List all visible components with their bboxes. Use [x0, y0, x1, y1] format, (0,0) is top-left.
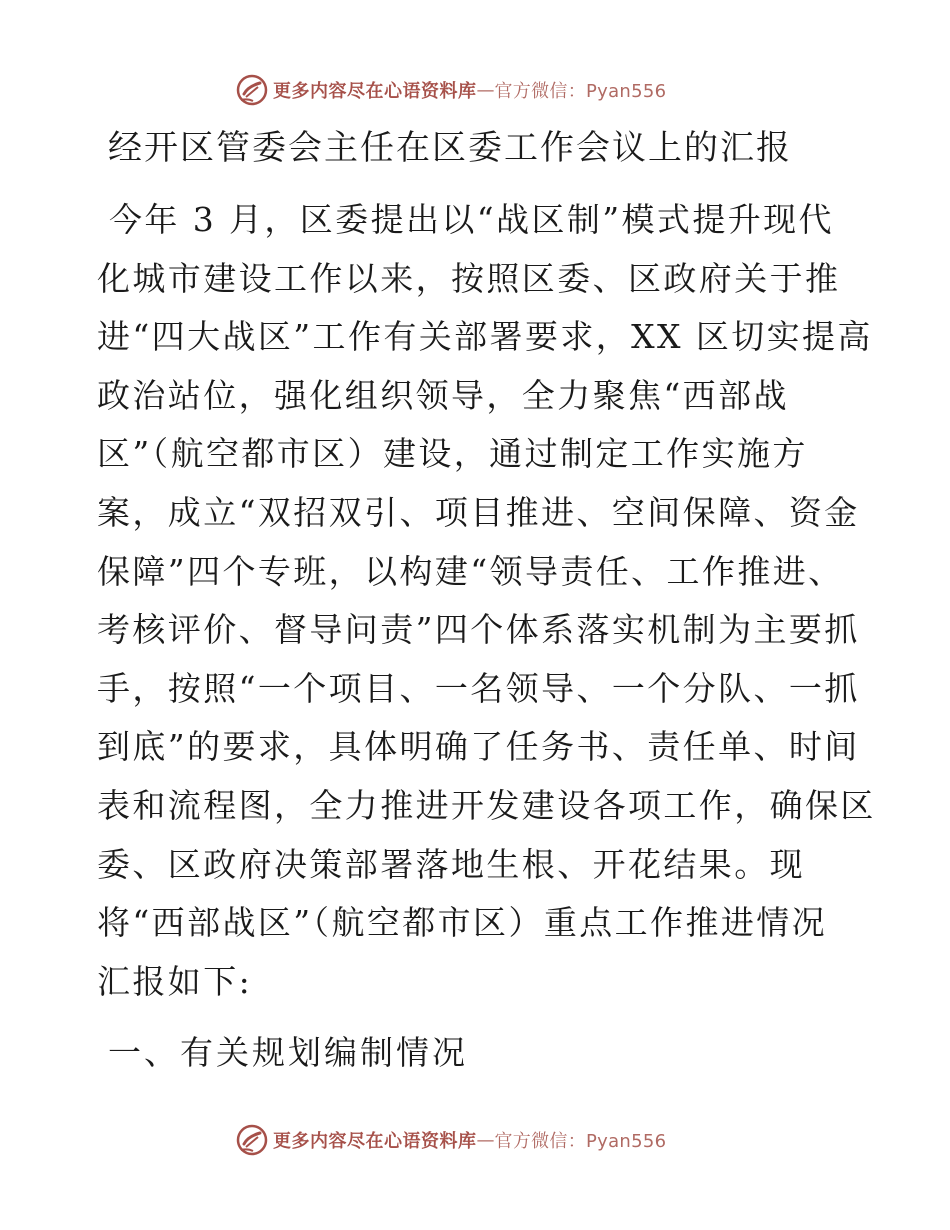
body-line: 到底”的要求，具体明确了任务书、责任单、时间 — [97, 727, 860, 767]
body-line: 今年 3 月，区委提出以“战区制”模式提升现代 — [109, 200, 834, 239]
book-pen-logo-icon — [235, 73, 269, 107]
body-line: 将“西部战区”（航空都市区）重点工作推进情况 — [97, 903, 828, 943]
body-line: 政治站位，强化组织领导，全力聚焦“西部战 — [97, 375, 789, 415]
body-line: 进“四大战区”工作有关部署要求，XX 区切实提高 — [97, 317, 873, 357]
body-line: 考核评价、督导问责”四个体系落实机制为主要抓 — [97, 610, 860, 650]
section-heading: 一、有关规划编制情况 — [108, 1033, 468, 1072]
body-line: 区”（航空都市区）建设，通过制定工作实施方 — [97, 434, 808, 474]
banner-separator: — — [476, 79, 495, 101]
body-line: 汇报如下: — [97, 961, 253, 1001]
body-line: 委、区政府决策部署落地生根、开花结果。现 — [97, 844, 805, 884]
body-line: 保障”四个专班，以构建“领导责任、工作推进、 — [97, 551, 844, 591]
body-line: 手，按照“一个项目、一名领导、一个分队、一抓 — [97, 668, 860, 708]
banner-contact: 官方微信：Pyan556 — [494, 81, 667, 102]
header-banner — [235, 70, 755, 110]
body-paragraph — [97, 191, 876, 1011]
body-line: 表和流程图，全力推进开发建设各项工作，确保区 — [97, 785, 876, 825]
book-pen-logo-icon — [235, 1123, 269, 1157]
banner-contact: 官方微信：Pyan556 — [494, 1131, 667, 1152]
banner-text: 更多内容尽在心语资料库 — [273, 1131, 477, 1152]
banner-text: 更多内容尽在心语资料库 — [273, 81, 477, 102]
banner-separator: — — [476, 1129, 495, 1151]
body-line: 案，成立“双招双引、项目推进、空间保障、资金 — [97, 492, 860, 532]
document-title: 经开区管委会主任在区委工作会议上的汇报 — [108, 128, 792, 168]
body-line: 化城市建设工作以来，按照区委、区政府关于推 — [97, 258, 841, 298]
footer-banner — [235, 1120, 755, 1160]
